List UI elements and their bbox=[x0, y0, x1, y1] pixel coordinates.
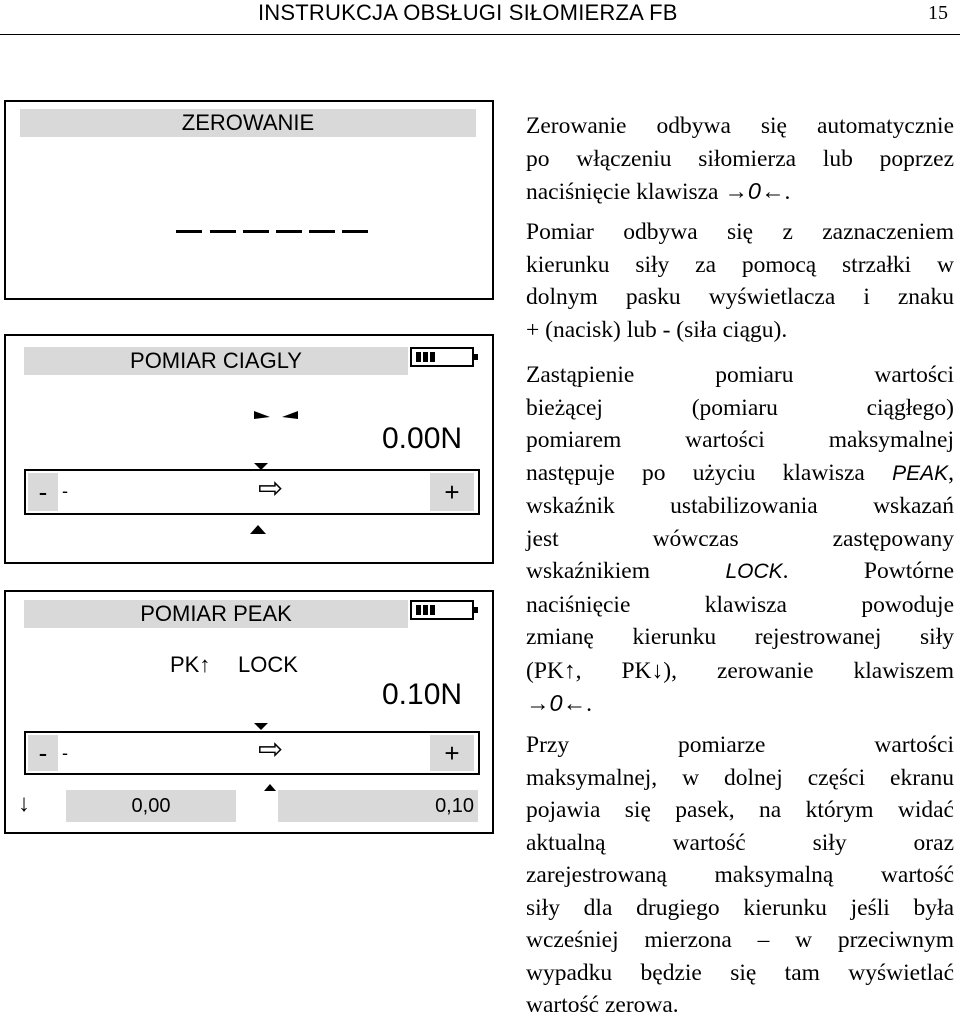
lcd-panel-zeroing bbox=[4, 100, 494, 300]
panel-title-zeroing: ZEROWANIE bbox=[20, 109, 476, 137]
direction-arrow-icon: ⇨ bbox=[258, 472, 284, 505]
paragraph-zeroing: Zerowanie odbywa się automatycznie po włączeniu siłomierza lub poprzez naciśnięcie klawisza →0←. bbox=[526, 113, 954, 205]
header-rule bbox=[0, 34, 960, 35]
arrow-left-icon: ← bbox=[562, 690, 587, 716]
minus-sign: - bbox=[28, 473, 58, 511]
minus-small: - bbox=[62, 743, 68, 763]
panel-title-peak: POMIAR PEAK bbox=[24, 600, 408, 628]
measurement-value: 0.10N bbox=[382, 678, 463, 711]
arrow-marker-down-icon bbox=[254, 718, 268, 726]
arrow-marker-up-icon bbox=[264, 778, 276, 785]
battery-icon bbox=[410, 347, 474, 367]
arrow-marker-up-icon bbox=[250, 521, 266, 531]
bargraph-right-value: 0,10 bbox=[435, 795, 474, 817]
plus-sign: + bbox=[430, 735, 474, 771]
direction-bar bbox=[24, 469, 480, 515]
arrow-right-icon: → bbox=[724, 178, 748, 204]
plus-sign: + bbox=[430, 473, 474, 511]
peak-key-label: PEAK bbox=[892, 461, 949, 485]
arrow-marker-down-icon bbox=[254, 458, 268, 466]
stability-indicator-icon bbox=[254, 408, 299, 420]
battery-icon bbox=[410, 600, 474, 620]
bargraph-left bbox=[66, 790, 236, 822]
peak-indicator bbox=[170, 652, 210, 678]
bargraph-left-value: 0,00 bbox=[131, 795, 171, 817]
lcd-panel-peak bbox=[4, 590, 494, 834]
measurement-value: 0.00N bbox=[382, 422, 463, 455]
arrow-down-icon: ↓ bbox=[651, 656, 664, 683]
paragraph-bargraph: Przy pomiarze wartości maksymalnej, w dolnej części ekranu pojawia się pasek, na którym widać aktualną wartość siły oraz zarejestrowaną maksymalną wartość siły dla drugiego kierunku jeśli była wcześniej mierzona – w przeciwnym wypadku będzie się tam wyświetlać wartość zerowa. bbox=[526, 732, 954, 1018]
lcd-panel-continuous bbox=[4, 334, 494, 564]
pk-label: PK bbox=[170, 652, 200, 677]
lock-key-label: LOCK bbox=[725, 560, 783, 583]
direction-bar bbox=[24, 731, 480, 775]
document-title: INSTRUKCJA OBSŁUGI SIŁOMIERZA FB bbox=[258, 0, 678, 25]
paragraph-direction: Pomiar odbywa się z zaznaczeniem kierunku siły za pomocą strzałki w dolnym pasku wyświetlacza i znaku + (nacisk) lub - (siła ciągu). bbox=[526, 219, 954, 343]
paragraph-peak: Zastąpienie pomiaru wartości bieżącej (pomiaru ciągłego) pomiarem wartości maksymalnej następuje po użyciu klawisza PEAK, wskaźnik ustabilizowania wskazań jest wówczas zastępowany wskaźnikiem LOCK. Powtórne naciśnięcie klawisza powoduje zmianę kierunku rejestrowanej siły (PK↑, PK↓), zerowanie klawiszem →0←. bbox=[526, 362, 955, 717]
minus-small: - bbox=[62, 481, 68, 501]
bargraph-right bbox=[278, 790, 478, 822]
lock-indicator: LOCK bbox=[238, 652, 298, 677]
arrow-up-icon: ↑ bbox=[199, 652, 211, 677]
minus-sign: - bbox=[28, 735, 58, 771]
direction-arrow-icon: ⇨ bbox=[258, 733, 284, 766]
panel-title-continuous: POMIAR CIAGLY bbox=[24, 347, 408, 375]
arrow-down-icon: ↓ bbox=[18, 790, 30, 817]
arrow-right-icon: → bbox=[526, 690, 550, 716]
arrow-left-icon: ← bbox=[760, 178, 785, 204]
page-number: 15 bbox=[928, 2, 948, 24]
arrow-up-icon: ↑ bbox=[563, 656, 576, 683]
